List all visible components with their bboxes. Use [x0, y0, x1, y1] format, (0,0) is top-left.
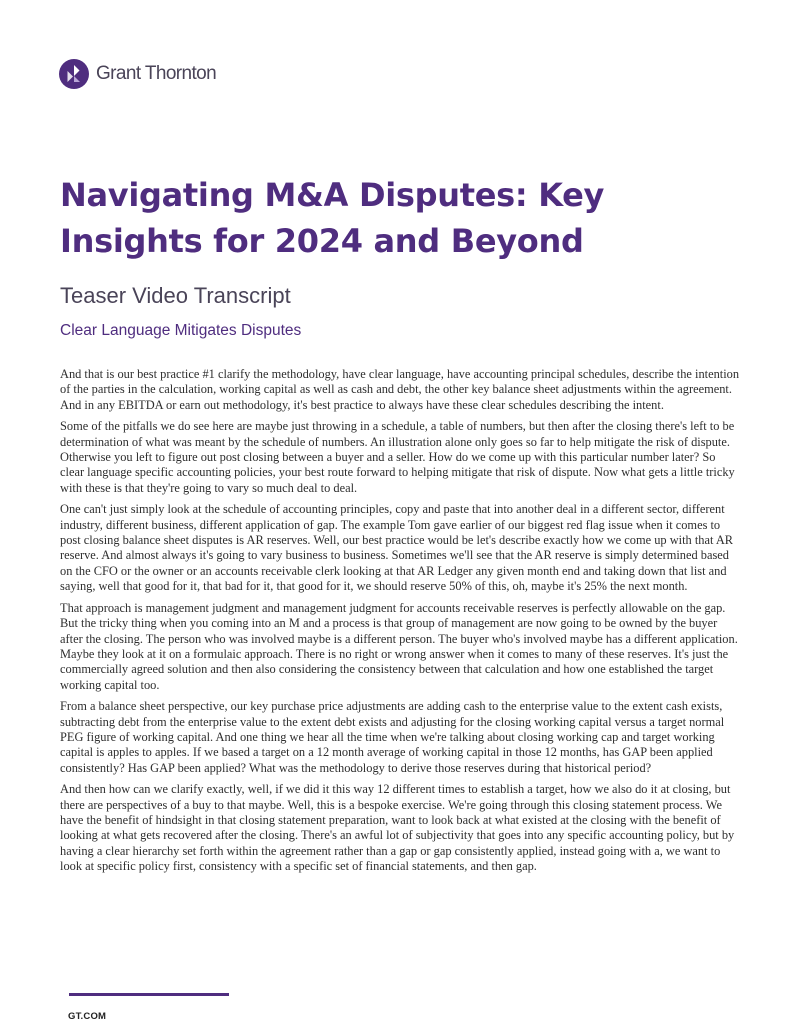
logo-wordmark: Grant Thornton [96, 63, 217, 84]
footer-divider [69, 993, 229, 996]
footer-website-link[interactable]: GT.COM [68, 1011, 107, 1022]
document-subtitle: Teaser Video Transcript [60, 283, 291, 308]
brand-logo [59, 58, 216, 90]
transcript-paragraph: From a balance sheet perspective, our key purchase price adjustments are adding cash to the enterprise value to the extent cash exists, subtracting debt from the enterprise value to the extent debt exists and adjusting for the closing working capital versus a target normal PEG figure of working capital. And one thing we hear all the time when we're talking about closing working cap and target working capital is apples to apples. If we based a target on a 12 month average of working capital in those 12 months, has GAP been applied consistently? Has GAP been applied? What was the methodology to derive those reserves during that historical period? [60, 699, 725, 775]
transcript-paragraph: Some of the pitfalls we do see here are maybe just throwing in a schedule, a table of numbers, but then after the closing there's left to be determination of what was meant by the schedule of numbers. An illustration alone only goes so far to help mitigate the risk of dispute. Otherwise you left to figure out post closing between a buyer and a seller. How do we come up with this particular number later? So clear language specific accounting policies, your best route forward to helping mitigate that risk of dispute. Now what gets a little tricky with these is that they're going to vary so much deal to deal. [60, 419, 735, 495]
grant-thornton-logo-icon [59, 59, 89, 89]
section-heading: Clear Language Mitigates Disputes [60, 322, 302, 339]
document-title: Navigating M&A Disputes: Key Insights for 2024 and Beyond [60, 176, 605, 260]
transcript-paragraph: One can't just simply look at the schedule of accounting principles, copy and paste that into another deal in a different sector, different industry, different business, different application of gap. The example Tom gave earlier of our biggest red flag issue when it comes to post closing balance sheet disputes is AR reserves. Well, our best practice would be let's describe exactly how we come up with that AR reserve. And almost always it's going to vary business to business. Sometimes we'll see that the AR reserve is simply determined based on the CFO or the owner or an accounts receivable clerk looking at that AR Ledger any given month end and taking down that list and saying, well that good for it, that bad for it, that good for it, we should reserve 50% of this, oh, maybe it's 25% the next month. [60, 502, 734, 594]
transcript-paragraph: And that is our best practice #1 clarify the methodology, have clear language, have accounting principal schedules, describe the intention of the parties in the calculation, working capital as well as cash and debt, the other key balance sheet adjustments within the agreement. And in any EBITDA or earn out methodology, it's best practice to always have these clear schedules describing the intent. [60, 367, 740, 412]
transcript-body [60, 367, 742, 881]
transcript-paragraph: That approach is management judgment and management judgment for accounts receivable reserves is perfectly allowable on the gap. But the tricky thing when you coming into an M and a process is that group of management are now going to be owned by the buyer after the closing. The person who was involved maybe is a different person. The buyer who's involved maybe has a different application. Maybe they look at it on a formulaic approach. There is no right or wrong answer when it comes to many of these reserves. It's just the commercially agreed solution and then also considering the consistency between that calculation and how one established the target working capital too. [60, 600, 738, 692]
transcript-paragraph: And then how can we clarify exactly, well, if we did it this way 12 different times to establish a target, how we also do it at closing, but there are perspectives of a buy to that maybe. Well, this is a bespoke exercise. We're going through this closing statement process. We have the benefit of hindsight in that closing statement preparation, want to look back at what existed at the closing with the benefit of looking at what gets recovered after the closing. There's an awful lot of subjectivity that goes into any specific accounting policy, but by having a clear hierarchy set forth within the agreement rather than a gap or gap consistently applied, instead going with a, we want to look at specific policy first, consistency with a specific set of financial statements, and then gap. [60, 782, 735, 874]
